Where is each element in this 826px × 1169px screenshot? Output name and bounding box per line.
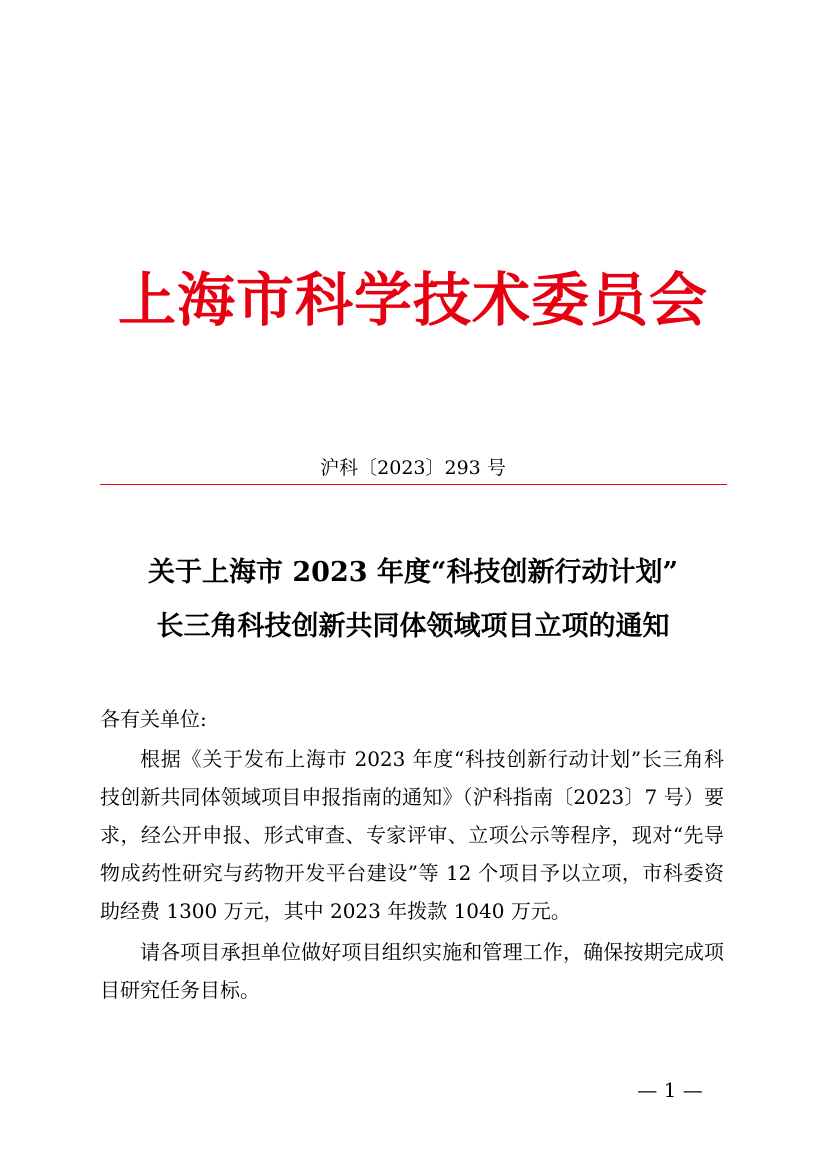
title-line-1: 关于上海市 2023 年度“科技创新行动计划” (147, 557, 678, 588)
body-paragraph-1: 根据《关于发布上海市 2023 年度“科技创新行动计划”长三角科技创新共同体领域项目申报指南的通知》（沪科指南〔2023〕7 号）要求，经公开申报、形式审查、专家评审、立项公示等程序，现对“先导物成药性研究与药物开发平台建设”等 12 个项目予以立项，市科委资助经费 1300 万元，其中 2023 年拨款 1040 万元。 (100, 747, 724, 923)
page-number: — 1 — (637, 1078, 703, 1102)
red-divider-line (100, 484, 727, 485)
notice-title (60, 546, 766, 654)
notice-body (100, 700, 724, 1012)
document-number: 沪科〔2023〕293 号 (320, 457, 506, 479)
title-line-2: 长三角科技创新共同体领域项目立项的通知 (156, 611, 670, 642)
agency-masthead: 上海市科学技术委员会 (117, 266, 708, 334)
salutation: 各有关单位: (100, 707, 207, 731)
body-paragraph-2: 请各项目承担单位做好项目组织实施和管理工作，确保按期完成项目研究任务目标。 (100, 940, 724, 1002)
